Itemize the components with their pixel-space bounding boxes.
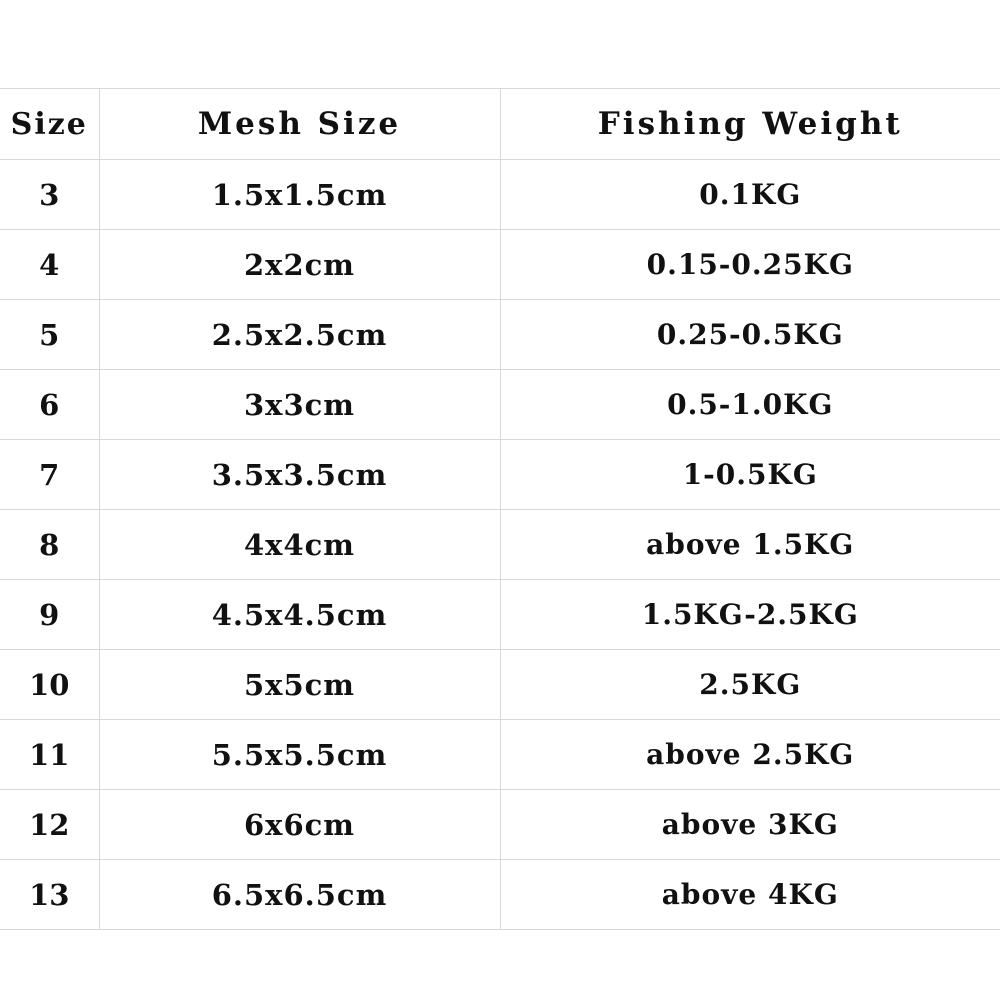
cell-size: 4	[0, 230, 99, 300]
cell-size: 11	[0, 720, 99, 790]
table-row	[0, 860, 1000, 930]
cell-size: 6	[0, 370, 99, 440]
table-header	[0, 89, 1000, 160]
table-row	[0, 230, 1000, 300]
cell-size: 7	[0, 440, 99, 510]
cell-mesh-size: 6.5x6.5cm	[99, 860, 500, 930]
table-body	[0, 160, 1000, 930]
cell-fishing-weight: 0.25-0.5KG	[500, 300, 1000, 370]
table-row	[0, 160, 1000, 230]
table-row	[0, 510, 1000, 580]
cell-mesh-size: 4.5x4.5cm	[99, 580, 500, 650]
cell-fishing-weight: 0.15-0.25KG	[500, 230, 1000, 300]
table-row	[0, 440, 1000, 510]
table-row	[0, 790, 1000, 860]
column-header-size: Size	[0, 89, 99, 160]
cell-fishing-weight: above 2.5KG	[500, 720, 1000, 790]
cell-fishing-weight: 1-0.5KG	[500, 440, 1000, 510]
cell-size: 9	[0, 580, 99, 650]
column-header-fishing-weight: Fishing Weight	[500, 89, 1000, 160]
table-header-row	[0, 89, 1000, 160]
cell-size: 10	[0, 650, 99, 720]
cell-fishing-weight: 1.5KG-2.5KG	[500, 580, 1000, 650]
cell-mesh-size: 4x4cm	[99, 510, 500, 580]
table-row	[0, 650, 1000, 720]
cell-fishing-weight: 0.1KG	[500, 160, 1000, 230]
column-header-mesh-size: Mesh Size	[99, 89, 500, 160]
table-row	[0, 370, 1000, 440]
cell-mesh-size: 5x5cm	[99, 650, 500, 720]
cell-size: 3	[0, 160, 99, 230]
cell-size: 5	[0, 300, 99, 370]
cell-fishing-weight: 2.5KG	[500, 650, 1000, 720]
cell-mesh-size: 3x3cm	[99, 370, 500, 440]
cell-size: 13	[0, 860, 99, 930]
cell-mesh-size: 2.5x2.5cm	[99, 300, 500, 370]
cell-fishing-weight: 0.5-1.0KG	[500, 370, 1000, 440]
cell-size: 12	[0, 790, 99, 860]
table-row	[0, 300, 1000, 370]
cell-mesh-size: 5.5x5.5cm	[99, 720, 500, 790]
cell-mesh-size: 1.5x1.5cm	[99, 160, 500, 230]
cell-fishing-weight: above 1.5KG	[500, 510, 1000, 580]
size-specification-table	[0, 88, 1000, 930]
table-row	[0, 580, 1000, 650]
cell-mesh-size: 6x6cm	[99, 790, 500, 860]
cell-fishing-weight: above 3KG	[500, 790, 1000, 860]
cell-fishing-weight: above 4KG	[500, 860, 1000, 930]
cell-mesh-size: 3.5x3.5cm	[99, 440, 500, 510]
cell-mesh-size: 2x2cm	[99, 230, 500, 300]
table-row	[0, 720, 1000, 790]
cell-size: 8	[0, 510, 99, 580]
